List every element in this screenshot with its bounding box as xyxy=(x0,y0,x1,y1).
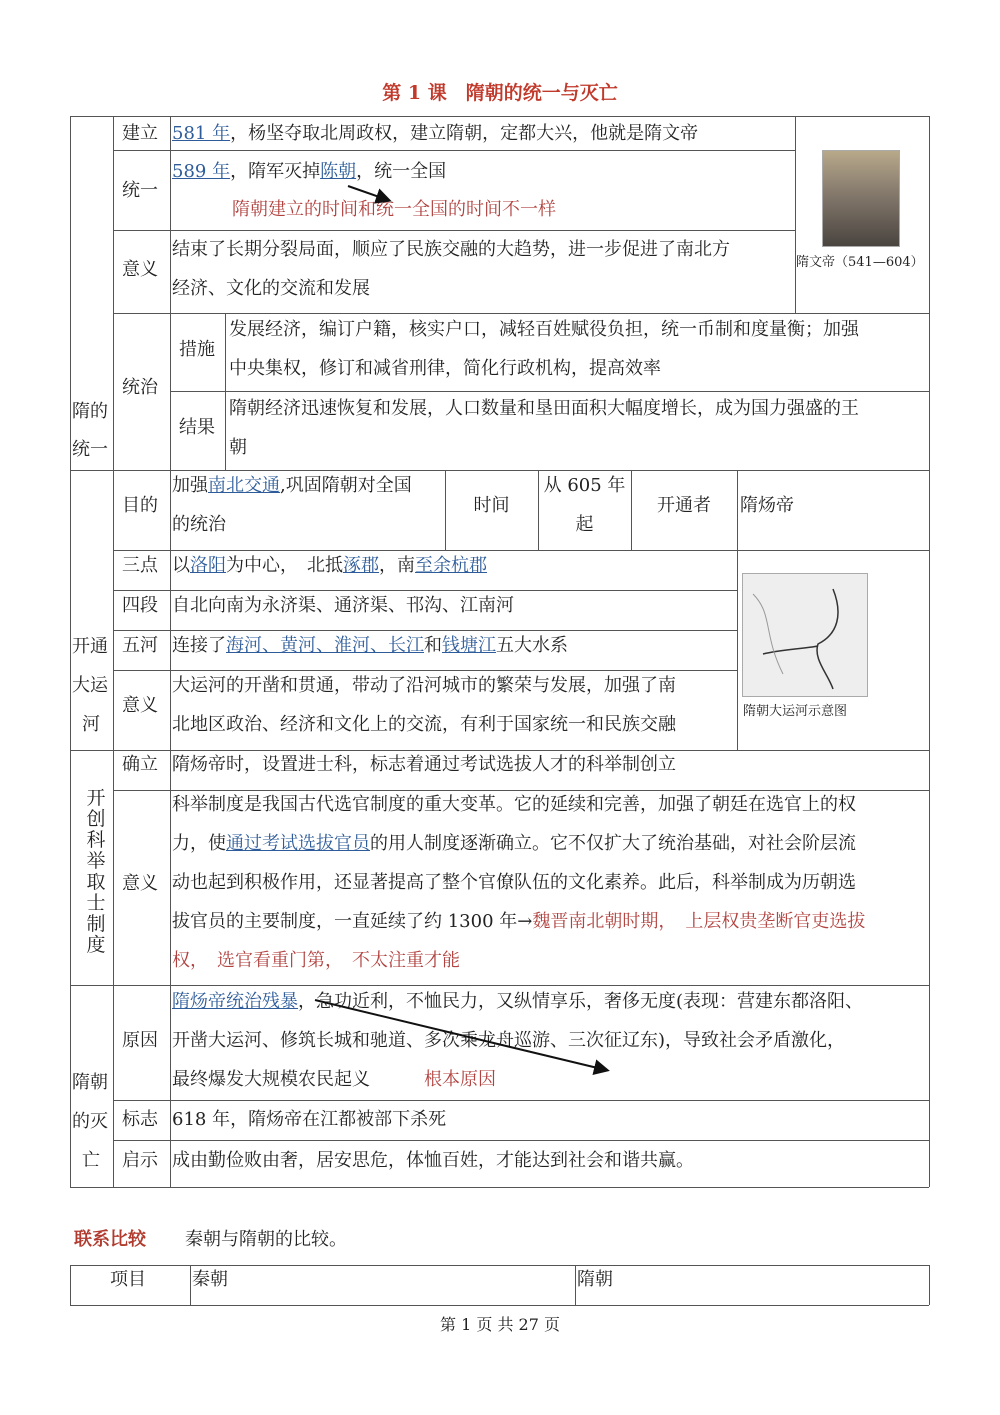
annotation-note: 魏晋南北朝时期， 上层权贵垄断官吏选拔 xyxy=(532,911,866,932)
row-label: 目的 xyxy=(122,495,158,516)
arrow-icon xyxy=(315,1000,606,1070)
sub-label: 措施 xyxy=(179,339,215,360)
text: 以 xyxy=(172,555,190,576)
row-label: 意义 xyxy=(122,873,158,894)
row-label: 三点 xyxy=(122,555,158,576)
text: 和 xyxy=(424,635,442,656)
link[interactable]: 洛阳 xyxy=(190,555,226,576)
column-header: 秦朝 xyxy=(192,1269,228,1290)
page-footer: 第 1 页 共 27 页 xyxy=(440,1315,560,1334)
text: 连接了 xyxy=(172,635,226,656)
chen-link[interactable]: 陈朝 xyxy=(320,161,357,182)
link[interactable]: 南北交通 xyxy=(208,475,280,496)
text: ，急功近利，不恤民力，又纵情享乐，奢侈无度(表现：营建东都洛阳、 xyxy=(298,991,864,1012)
text: ，南 xyxy=(379,555,415,576)
row-label: 确立 xyxy=(122,754,158,775)
link[interactable]: 通过考试选拔官员 xyxy=(226,833,370,854)
section-label: 亡 xyxy=(82,1150,100,1171)
section-label: 隋的 xyxy=(72,401,108,422)
row-label: 建立 xyxy=(122,123,158,144)
row-text: 隋炀帝时，设置进士科，标志着通过考试选拔人才的科举制创立 xyxy=(172,754,676,775)
text: ,巩固隋朝对全国 xyxy=(280,475,412,496)
year-link[interactable]: 589 年 xyxy=(172,161,231,182)
column-header: 隋朝 xyxy=(577,1269,613,1290)
section-label: 河 xyxy=(82,714,100,735)
row-text: 最终爆发大规模农民起义 xyxy=(172,1069,370,1090)
text: 拔官员的主要制度，一直延续了约 1300 年→ xyxy=(172,911,533,932)
arrow-icon xyxy=(348,186,388,200)
time-value: 起 xyxy=(575,514,594,535)
opener-label: 开通者 xyxy=(657,495,711,516)
text: ，杨坚夺取北周政权，建立隋朝，定都大兴，他就是隋文帝 xyxy=(230,123,699,144)
link[interactable]: 钱塘江 xyxy=(442,635,496,656)
page-title: 第 1 课 隋朝的统一与灭亡 xyxy=(382,82,618,104)
row-label: 意义 xyxy=(122,259,158,280)
portrait-caption: 隋文帝（541—604） xyxy=(796,255,924,270)
text: 力，使 xyxy=(172,833,226,854)
row-text: 隋朝经济迅速恢复和发展，人口数量和垦田面积大幅度增长，成为国力强盛的王 xyxy=(229,398,859,419)
section-label: 开创科举取士制度 xyxy=(86,787,106,956)
row-text: 大运河的开凿和贯通，带动了沿河城市的繁荣与发展，加强了南 xyxy=(172,675,676,696)
time-label: 时间 xyxy=(473,495,510,516)
section-label: 统一 xyxy=(72,439,108,460)
row-label: 启示 xyxy=(122,1150,158,1171)
text: 为中心， 北抵 xyxy=(226,555,343,576)
annotation-note: 隋朝建立的时间和统一全国的时间不一样 xyxy=(232,199,556,220)
row-text: 中央集权，修订和减省刑律，简化行政机构，提高效率 xyxy=(229,358,661,379)
section-label: 隋朝 xyxy=(72,1072,108,1093)
row-text: 动也起到积极作用，还显著提高了整个官僚队伍的文化素养。此后，科举制成为历朝选 xyxy=(172,872,856,893)
column-header: 项目 xyxy=(110,1269,146,1290)
map-caption: 隋朝大运河示意图 xyxy=(743,704,848,719)
sub-label: 结果 xyxy=(179,417,215,438)
row-text: 自北向南为永济渠、通济渠、邗沟、江南河 xyxy=(172,595,514,616)
row-label: 统一 xyxy=(122,180,158,201)
section-label: 的灭 xyxy=(72,1111,108,1132)
row-text: 618 年，隋炀帝在江都被部下杀死 xyxy=(172,1109,447,1130)
row-text: 科举制度是我国古代选官制度的重大变革。它的延续和完善，加强了朝廷在选官上的权 xyxy=(172,794,856,815)
opener-value: 隋炀帝 xyxy=(740,495,794,516)
row-text: 结束了长期分裂局面，顺应了民族交融的大趋势，进一步促进了南北方 xyxy=(172,239,730,260)
text: 加强 xyxy=(172,475,208,496)
link[interactable]: 至余杭郡 xyxy=(415,555,487,576)
row-label: 统治 xyxy=(122,377,158,398)
text: ，统一全国 xyxy=(356,161,447,182)
text: ，隋军灭掉 xyxy=(230,161,321,182)
row-text: 的统治 xyxy=(172,514,226,535)
compare-desc: 秦朝与隋朝的比较。 xyxy=(185,1229,347,1250)
annotation-note: 权， 选官看重门第， 不太注重才能 xyxy=(172,950,460,971)
row-label: 原因 xyxy=(122,1030,158,1051)
row-label: 意义 xyxy=(122,695,158,716)
row-text: 北地区政治、经济和文化上的交流，有利于国家统一和民族交融 xyxy=(172,714,676,735)
link[interactable]: 涿郡 xyxy=(343,555,379,576)
row-label: 五河 xyxy=(122,635,158,656)
row-text: 开凿大运河、修筑长城和驰道、多次乘龙舟巡游、三次征辽东)，导致社会矛盾激化， xyxy=(172,1030,846,1051)
link[interactable]: 隋炀帝统治残暴 xyxy=(172,991,298,1012)
row-label: 四段 xyxy=(122,595,158,616)
row-text: 成由勤俭败由奢，居安思危，体恤百姓，才能达到社会和谐共赢。 xyxy=(172,1150,694,1171)
compare-heading: 联系比较 xyxy=(74,1229,146,1250)
row-text: 发展经济，编订户籍，核实户口，减轻百姓赋役负担，统一币制和度量衡；加强 xyxy=(229,319,859,340)
section-label: 开通 xyxy=(72,636,108,657)
text: 的用人制度逐渐确立。它不仅扩大了统治基础，对社会阶层流 xyxy=(370,833,856,854)
section-label: 大运 xyxy=(72,675,108,696)
year-link[interactable]: 581 年 xyxy=(172,123,231,144)
row-text: 经济、文化的交流和发展 xyxy=(172,278,370,299)
time-value: 从 605 年 xyxy=(543,475,626,496)
row-text: 朝 xyxy=(229,437,247,458)
annotation-note: 根本原因 xyxy=(424,1069,496,1090)
link[interactable]: 海河、黄河、淮河、长江 xyxy=(226,635,424,656)
text: 五大水系 xyxy=(496,635,568,656)
row-label: 标志 xyxy=(122,1109,158,1130)
